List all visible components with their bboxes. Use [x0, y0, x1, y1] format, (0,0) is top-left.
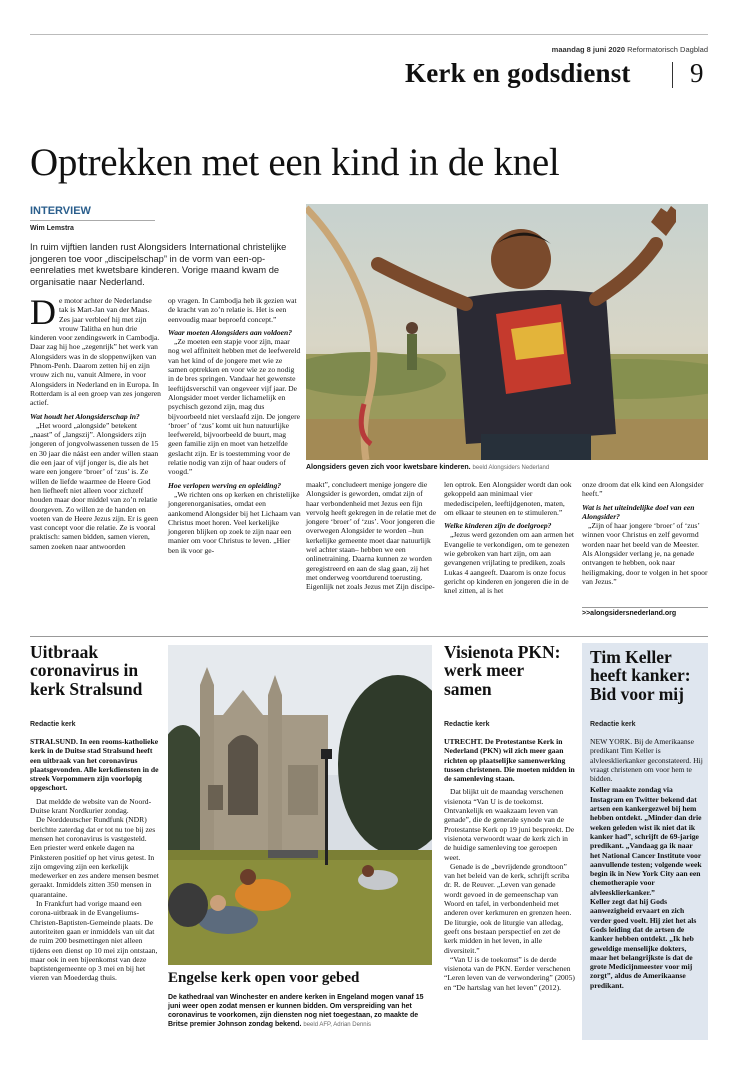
- stralsund-p3: In Frankfurt had vorige maand een corona-uitbraak in de Evangeliums-Christen-Baptisten-Gemeinde plaats. De autoriteiten gaan er inmiddels van uit dat de ruim 200 besmettingen niet alleen tijdens een dienst op 10 mei zijn ontstaan, maar ook in een bijeenkomst van deze baptistengemeente op 3 mei en bij het vieren van Moederdag thuis.: [30, 899, 158, 983]
- section-divider: [672, 62, 673, 88]
- stralsund-body: [30, 737, 160, 983]
- photo-caption: [306, 463, 708, 473]
- keller-body: [590, 737, 704, 990]
- section-title: Kerk en godsdienst: [405, 58, 631, 88]
- pkn-p2: Genade is de „bevrijdende grondtoon” van het beleid van de kerk, schrijft scriba dr. R. de Reuver. „Leven van genade wordt gevoed in de gemeenschap van Woord en tafel, in verbondenheid met anderen over kerkmuren en grenzen heen. De liturgie, ook de liturgie van alledag, geeft ons bestaan perspectief en zet de kerk midden in het leven, in alle diversiteit.”: [444, 861, 572, 955]
- main-col5-p1: onze droom dat elk kind een Alongsider heeft.”: [582, 480, 704, 499]
- main-col1-p2: „Het woord „alongside” betekent „naast” of „langszij”. Alongsiders zijn jongeren of jongvolwassenen tussen de 15 en 30 jaar die náást een ander willen staan die een jaar of vijf jonger is, die als het ware een jongere ‘broer’ of ‘zus’ is. Ze willen de liefde waarmee de Heere God hen liefheeft niet alleen voor zichzelf houden maar door middel van zo’n relatie doorgeven. Zo willen ze de handen en voeten van de Heere Jezus zijn. Er is geen vast concept voor die relatie. Ze is vooral praktisch: samen bidden, samen vieren, samen zoeken naar antwoorden: [30, 420, 159, 551]
- main-col-1: [30, 292, 161, 551]
- photo-boy-rope-illustration: [306, 204, 708, 460]
- stralsund-p1: Dat meldde de website van de Noord-Duitse krant Nordkurier zondag.: [30, 796, 152, 816]
- stralsund-headline: Uitbraak coronavirus in kerk Stralsund: [30, 642, 143, 699]
- masthead-date-line: [552, 45, 708, 54]
- main-headline: Optrekken met een kind in de knel: [30, 141, 560, 184]
- main-intro: In ruim vijftien landen rust Alongsiders International christelijke jongeren toe voor „discipelschap” in de vorm van een-op-eenrelaties met kwetsbare kinderen. Vorige maand kwam de organisatie naar Nederland.: [30, 242, 287, 287]
- photo-caption-text: Alongsiders geven zich voor kwetsbare kinderen.: [306, 464, 471, 471]
- main-col4-p2: „Jezus werd gezonden om aan armen het Evangelie te verkondigen, om te genezen wie gebroken van hart zijn, om aan gevangenen vrijlating te prediken, zoals Lukas 4 aangeeft. Daarom is onze focus gericht op kinderen en jongeren die in de knel zitten, al is het: [444, 530, 574, 596]
- main-col-4: [444, 480, 575, 596]
- pkn-p1: Dat blijkt uit de maandag verschenen visienota “Van U is de toekomst. Ontvankelijk en waakzaam leven van genade”, die de generale synode van de Protestantse Kerk op 19 juni bespreekt. De visienota verwoordt waar de kerk zich in de huidige samenleving toe geroepen weet.: [444, 787, 575, 862]
- main-col-2: [168, 296, 301, 555]
- main-col2-q1: Waar moeten Alongsiders aan voldoen?: [168, 327, 293, 337]
- page-number: 9: [690, 58, 704, 88]
- kicker: [30, 205, 91, 217]
- photo-winchester-illustration: [168, 645, 432, 965]
- main-col1-p1: e motor achter de Nederlandse tak is Mart-Jan van der Maas. Zes jaar verbleef hij met zijn vrouw Talitha en hun drie kinderen voor zendingswerk in Cambodja. Daar zag hij hoe „zegenrijk” het werk van Alongsiders was in de sloppenwijken van Phnom-Penh. Daarom zetten hij en zijn vrouw zich nu, vanuit Almere, in voor Alongsiders in Nederland en in Europa. In Rotterdam is al een groep van zes jongeren actief.: [30, 296, 161, 408]
- stralsund-byline: Redactie kerk: [30, 721, 76, 728]
- dropcap: D: [30, 292, 56, 332]
- keller-headline: Tim Keller heeft kanker: Bid voor mij: [590, 647, 691, 704]
- pkn-body: [444, 737, 575, 992]
- main-col5-q1: Wat is het uiteindelijke doel van een Alongsider?: [582, 502, 695, 521]
- main-col5-p2: „Zijn of haar jongere ‘broer’ of ‘zus’ winnen voor Christus en zelf gevormd worden naar het beeld van de Meester. Als Alongsider verlang je, na genade ontvangen te hebben, ook naar heiligmaking, door te volgen in het spoor van Jezus.”: [582, 521, 708, 586]
- photo-credit: beeld Alongsiders Nederland: [472, 465, 550, 471]
- main-byline: Wim Lemstra: [30, 225, 74, 232]
- main-col-5: [582, 480, 708, 586]
- main-col2-p3: „We richten ons op kerken en christelijke jongerenorganisaties, omdat een aankomend Alongsider bij het Lichaam van Christus moet horen. Veel kerkelijke jongeren blijken op zoek te zijn naar een manier om voor Christus te leven. „Hier ben ik voor ge-: [168, 489, 301, 555]
- masthead-paper: Reformatorisch Dagblad: [627, 45, 708, 54]
- main-link[interactable]: >>alongsidersnederland.org: [582, 610, 677, 617]
- pkn-headline: Visienota PKN: werk meer samen: [444, 642, 561, 699]
- winchester-caption: [168, 993, 434, 1030]
- winchester-headline: Engelse kerk open voor gebed: [168, 970, 360, 986]
- main-col2-q2: Hoe verlopen werving en opleiding?: [168, 480, 282, 490]
- main-col4-q1: Welke kinderen zijn de doelgroep?: [444, 521, 552, 531]
- keller-p1: Keller maakte zondag via Instagram en Twitter bekend dat artsen een kankergezwel bij hem hebben ontdekt. „Minder dan drie weken geleden wist ik niet dat ik kanker had”, schrijft de 69-jarige predikant. „Vandaag ga ik naar het National Cancer Institute voor aanvullende testen; volgende week begin ik in New York City aan een chemotherapie voor alvleesklierkanker.”: [590, 785, 702, 897]
- pkn-p3: “Van U is de toekomst” is de derde visienota van de PKN. Eerder verschenen “Leren leven van de verwondering” (2005) en “De hartslag van het leven” (2012).: [444, 954, 575, 992]
- photo-winchester: [168, 645, 432, 965]
- masthead-date: maandag 8 juni 2020: [551, 45, 626, 54]
- stralsund-p2: De Norddeutscher Rundfunk (NDR) berichtte zaterdag dat er tot nu toe bij zes mensen het coronavirus is vastgesteld. Een priester werd enkele dagen na Pinksteren positief op het virus getest. In zijn omgeving zijn een kerkelijk medewerker en zes andere mensen besmet geraakt. Inmiddels zitten 350 mensen in quarantaine.: [30, 815, 159, 899]
- keller-lead: NEW YORK. Bij de Amerikaanse predikant Tim Keller is alvleesklierkanker geconstateerd. Hij vraagt christenen om voor hem te bidden.: [590, 737, 703, 784]
- main-col3-p1: maakt”, concludeert menige jongere die Alongsider is geworden, omdat zijn of haar verbondenheid met Jezus een fijn vervolg heeft gekregen in de relatie met de jongere ‘broer’ of ‘zus’. Voor jongeren die overwegen Alongsider te worden –hun kerkelijke gemeente moet daar natuurlijk wel achter staan– hebben we een onlinetraining. Daarna kunnen ze worden geregistreerd en aan de slag gaan, zij het met onderweg voortdurend toerusting. Eigenlijk net zoals Jezus met Zijn discipe-: [306, 480, 437, 592]
- main-col1-q1: Wat houdt het Alongsiderschap in?: [30, 411, 140, 421]
- main-col2-p1: op vragen. In Cambodja heb ik gezien wat de kracht van zo’n relatie is. Het is een eenvoudig maar beproefd concept.”: [168, 296, 297, 324]
- pkn-lead: UTRECHT. De Protestantse Kerk in Nederland (PKN) wil zich meer gaan richten op plaatselijke samenwerking tussen christenen. Die moeten midden in de samenleving staan.: [444, 737, 575, 784]
- main-col4-p1: len optrok. Een Alongsider wordt dan ook gekoppeld aan minimaal vier medediscipelen, leeftijdgenoten, maten, om elkaar te steunen en te stimuleren.”: [444, 480, 572, 517]
- winchester-credit: beeld AFP, Adrian Dennis: [303, 1022, 371, 1028]
- stralsund-lead: STRALSUND. In een rooms-katholieke kerk in de Duitse stad Stralsund heeft een uitbraak van het coronavirus plaatsgevonden. Alle kerkdiensten in de streek Vorpommern zijn voorlopig opgeschort.: [30, 737, 159, 793]
- keller-byline: Redactie kerk: [590, 721, 636, 728]
- pkn-byline: Redactie kerk: [444, 721, 490, 728]
- kicker-label: INTERVIEW: [30, 205, 91, 217]
- keller-p2: Keller zegt dat hij Gods aanwezigheid ervaart en zich verder goed voelt. Hij ziet het als Gods leiding dat de artsen de kanker hebben ontdekt. „Ik heb geweldige menselijke dokters, maar het belangrijkste is dat de grote Medicijnmeester voor mij zorgt”, aldus de Amerikaanse predikant.: [590, 897, 697, 990]
- main-col2-p2: „Ze moeten een stapje voor zijn, maar nog wel affiniteit hebben met de leefwereld van het kind of de jongere met wie ze samen optrekken en voor wie ze zo nodig in de bres springen. Vandaar het gewenste leeftijdsverschil van ongeveer vijf jaar. De Alongsider moet verder lichamelijk en psychisch gezond zijn, mag dus bijvoorbeeld niet verslaafd zijn. De jongere ‘broer’ of ‘zus’ komt uit hun natuurlijke leefwereld, bijvoorbeeld de buurt, mag geen familie zijn en moet van hetzelfde geslacht zijn. Er is toestemming voor de relatie nodig van zijn of haar ouders of voogd.”: [168, 337, 301, 477]
- photo-boy-rope: [306, 204, 708, 460]
- main-col-3: [306, 480, 437, 592]
- winchester-caption-text: De kathedraal van Winchester en andere kerken in Engeland mogen vanaf 15 juni weer open zodat mensen er kunnen bidden. Om verspreiding van het coronavirus te voorkomen, zijn diensten nog niet toegestaan, zo maakte de Britse premier Johnson zondag bekend.: [168, 994, 424, 1028]
